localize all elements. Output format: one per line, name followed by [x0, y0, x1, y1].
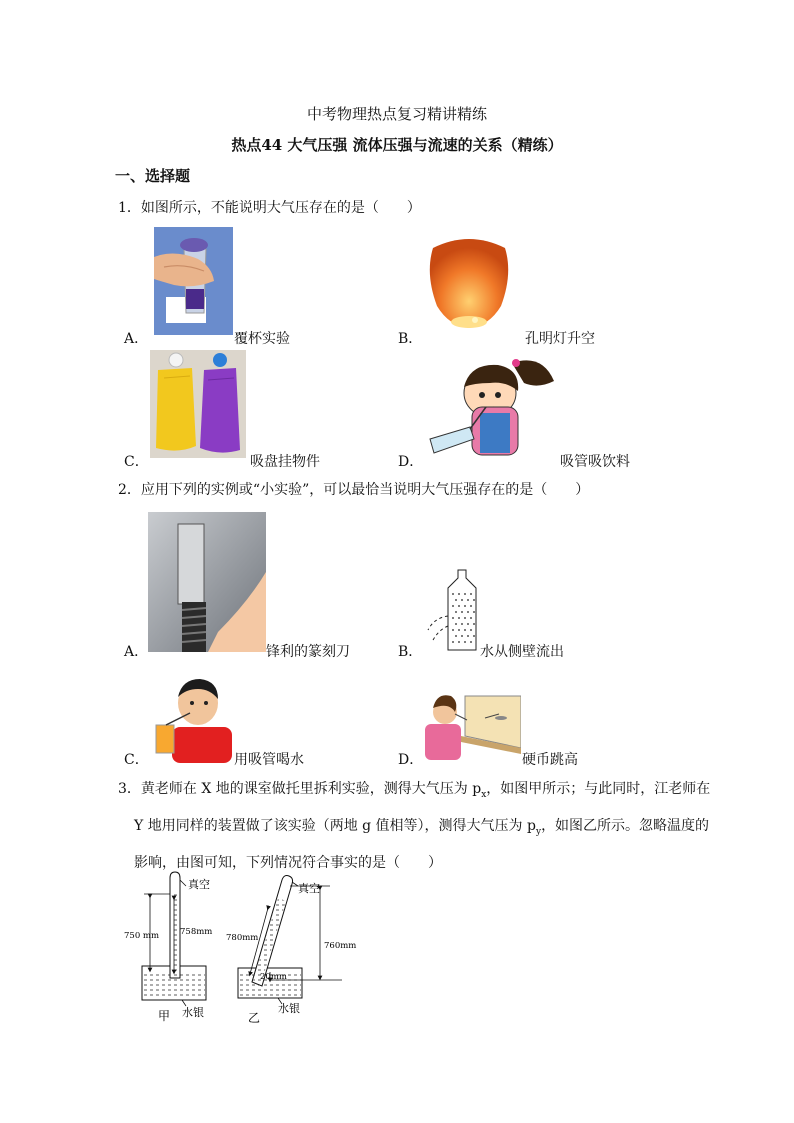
yi-h2-label: 760mm: [324, 941, 357, 951]
sky-lantern-illustration: [423, 234, 515, 338]
q1-b-image: [423, 234, 515, 338]
q1-stem: 1．如图所示，不能说明大气压存在的是（ ）: [118, 200, 421, 216]
q1-c-letter: C．: [124, 454, 149, 470]
q1-d-image: [420, 353, 560, 461]
jia-h1-label: 750 mm: [124, 931, 160, 941]
yi-mercury-label: 水银: [278, 1002, 300, 1015]
q2-c-image: [150, 673, 232, 763]
q3-line-3: 影响，由图可知，下列情况符合事实的是（ ）: [134, 854, 442, 871]
q2-d-caption: 硬币跳高: [522, 752, 578, 768]
yi-h3-label: 20mm: [260, 972, 287, 982]
q3-line-1-a: 3．黄老师在 X 地的课室做托里拆利实验，测得大气压为 p: [118, 781, 482, 797]
q3-line-2-a: Y 地用同样的装置做了该实验（两地 g 值相等），测得大气压为 p: [134, 817, 536, 834]
girl-drinking-straw-illustration: [420, 353, 560, 461]
doc-title: 中考物理热点复习精讲精练: [306, 105, 487, 123]
jia-vacuum-label: 真空: [188, 878, 210, 891]
cup-experiment-illustration: [154, 227, 233, 335]
q2-b-image: [422, 568, 482, 652]
q1-d-letter: D．: [398, 454, 424, 470]
torricelli-figure: [120, 868, 370, 1028]
q3-line-2: [118, 811, 718, 848]
jia-name: 甲: [158, 1009, 171, 1023]
q1-c-caption: 吸盘挂物件: [250, 454, 320, 470]
q2-c-caption: 用吸管喝水: [234, 752, 304, 768]
q1-a-letter: A．: [124, 331, 149, 347]
q1-d-caption: 吸管吸饮料: [560, 454, 630, 470]
yi-name: 乙: [248, 1011, 261, 1025]
q1-b-caption: 孔明灯升空: [525, 331, 595, 347]
q2-c-letter: C．: [124, 752, 149, 768]
q3-stem: [118, 774, 718, 879]
q1-a-caption: 覆杯实验: [234, 331, 290, 347]
q2-d-image: [421, 688, 521, 760]
q2-a-caption: 锋利的篆刻刀: [266, 644, 350, 660]
q3-line-2-b: ，如图乙所示。忽略温度的: [541, 817, 710, 834]
q1-b-letter: B．: [398, 331, 423, 347]
q3-sub-x: x: [481, 789, 487, 800]
diagram-yi: [226, 876, 356, 1026]
q2-b-letter: B．: [398, 644, 423, 660]
q2-d-letter: D．: [398, 752, 424, 768]
yi-h1-label: 780mm: [226, 933, 259, 943]
water-bottle-side-jet-illustration: [422, 568, 482, 652]
q2-b-caption: 水从侧壁流出: [480, 644, 564, 660]
carving-knife-illustration: [148, 512, 266, 652]
q3-sub-y: y: [535, 826, 542, 837]
q2-a-letter: A．: [124, 644, 149, 660]
diagram-jia: [124, 872, 212, 1023]
yi-vacuum-label: 真空: [298, 882, 320, 895]
boy-drinking-straw-illustration: [150, 673, 232, 763]
q1-a-image: [154, 227, 233, 335]
q3-line-1-b: ，如图甲所示；与此同时，江老师在: [486, 781, 711, 797]
q3-line-1: [118, 774, 718, 811]
suction-cup-towels-illustration: [150, 350, 246, 458]
section-heading: 一、选择题: [115, 167, 191, 185]
jia-h2-label: 758mm: [180, 927, 213, 937]
doc-subtitle: 热点44 大气压强 流体压强与流速的关系（精练）: [231, 136, 563, 154]
jia-mercury-label: 水银: [182, 1006, 204, 1019]
q1-c-image: [150, 350, 246, 458]
coin-jump-illustration: [421, 688, 521, 760]
q2-stem: 2．应用下列的实例或“小实验”，可以最恰当说明大气压强存在的是（ ）: [118, 482, 590, 498]
q2-a-image: [148, 512, 266, 652]
